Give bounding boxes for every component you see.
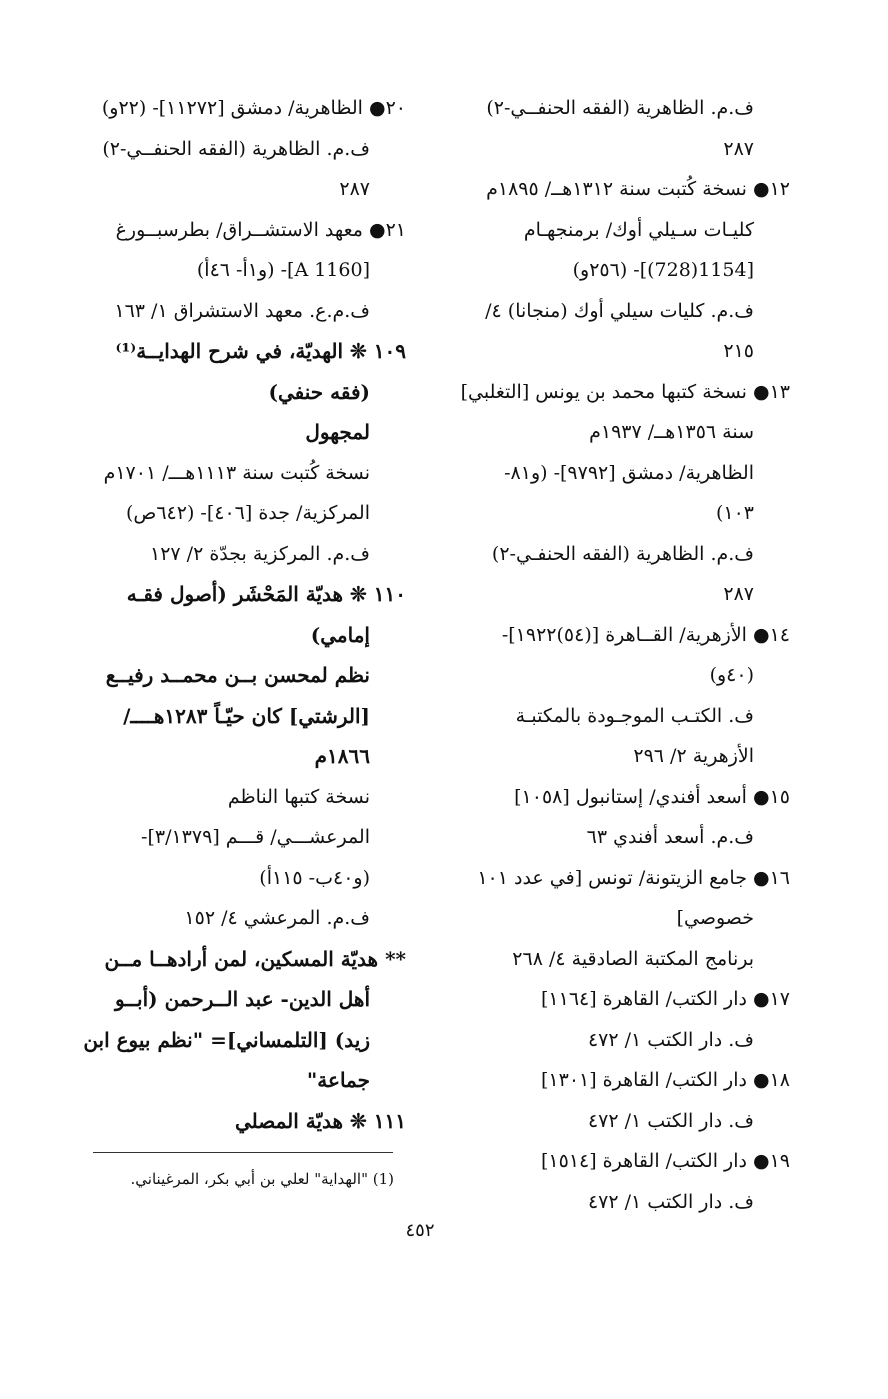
- text-line: (فقه حنفي): [268, 379, 370, 404]
- text-line: ١١٠ ❊ هديّة المَحْشَر (أصول فقـه: [126, 582, 406, 606]
- text-line: نظم لمحسن بــن محمــد رفيــع: [105, 663, 370, 687]
- text-line: المرعشـــي/ قـــم [٣/١٣٧٩]-: [141, 826, 370, 848]
- text-line: المركزية/ جدة [٤٠٦]- (٦٤٢ص): [125, 502, 370, 524]
- text-line: ١٢● نسخة كُتبت سنة ١٣١٢هــ/ ١٨٩٥م: [486, 178, 790, 200]
- text-line: ١٣● نسخة كتبها محمد بن يونس [التغلبي]: [460, 380, 790, 403]
- text-line: زيد) [التلمساني]= "نظم بيوع ابن: [83, 1027, 370, 1052]
- text-line: ١٦● جامع الزيتونة/ تونس [في عدد ١٠١: [477, 866, 790, 889]
- text-line: ف. دار الكتب ١/ ٤٧٢: [587, 1028, 754, 1051]
- text-line: ١٨٦٦م: [314, 744, 370, 768]
- text-line: ١٥● أسعد أفندي/ إستانبول [١٠٥٨]: [514, 785, 790, 808]
- text-line: [1154(728)]- (٢٥٦و): [572, 259, 754, 281]
- text-line: ١٨● دار الكتب/ القاهرة [١٣٠١]: [540, 1069, 790, 1091]
- text-line: ف. دار الكتب ١/ ٤٧٢: [587, 1190, 754, 1213]
- text-line: لمجهول: [305, 420, 370, 444]
- text-line: ١٧● دار الكتب/ القاهرة [١١٦٤]: [540, 988, 790, 1010]
- text-line: ٢٨٧: [723, 137, 754, 160]
- text-line: ١٠٣): [715, 502, 754, 524]
- text-line: نسخة كتبها الناظم: [227, 785, 370, 808]
- text-line: [A 1160]- (و١أ- ٤٦أ): [196, 259, 370, 281]
- footnote-rule: [93, 1152, 393, 1153]
- page-number: ٤٥٢: [405, 1220, 435, 1241]
- text-line: الظاهرية/ دمشق [٩٧٩٢]- (و٨١-: [504, 461, 754, 484]
- text-line: ف.م. المركزية بجدّة ٢/ ١٢٧: [150, 542, 370, 565]
- text-line: ف. دار الكتب ١/ ٤٧٢: [587, 1109, 754, 1132]
- footnote: (1) "الهداية" لعلي بن أبي بكر، المرغيناني.: [130, 1170, 394, 1188]
- text-line: الأزهرية ٢/ ٢٩٦: [633, 745, 754, 767]
- text-line: ف.م. الظاهرية (الفقه الحنفـي-٢): [491, 542, 754, 565]
- text-line: برنامج المكتبة الصادقية ٤/ ٢٦٨: [512, 947, 754, 970]
- text-line: خصوصي]: [676, 907, 754, 929]
- text-line: ٢٠● الظاهرية/ دمشق [١١٢٧٢]- (٢٢و): [101, 97, 406, 119]
- text-line: ٢٨٧: [723, 583, 754, 605]
- text-line: سنة ١٣٥٦هــ/ ١٩٣٧م: [589, 421, 754, 443]
- text-line: ف.م. أسعد أفندي ٦٣: [586, 826, 754, 848]
- text-line: ف.م.ع. معهد الاستشراق ١/ ١٦٣: [114, 299, 370, 322]
- text-line: ١١١ ❊ هديّة المصلي: [234, 1108, 406, 1133]
- text-line: ٢١٥: [723, 340, 754, 362]
- text-line: جماعة": [306, 1068, 370, 1092]
- text-line: كليـات سـيلي أوك/ برمنجهـام: [523, 218, 754, 241]
- text-line: نسخة كُتبت سنة ١١١٣هـــ/ ١٧٠١م: [103, 461, 370, 484]
- text-line: ف.م. كليات سيلي أوك (منجانا) ٤/: [485, 299, 754, 322]
- left-column: [60, 88, 406, 1141]
- text-line: ف.م. الظاهرية (الفقه الحنفــي-٢): [486, 97, 754, 119]
- text-line: ف. الكتـب الموجـودة بالمكتبـة: [515, 704, 754, 727]
- text-line: (٤٠و): [709, 664, 754, 686]
- text-line: إمامي): [310, 622, 370, 647]
- text-line: ١٩● دار الكتب/ القاهرة [١٥١٤]: [540, 1150, 790, 1172]
- text-line: ف.م. المرعشي ٤/ ١٥٢: [184, 907, 370, 929]
- text-line: ** هديّة المسكين، لمن أرادهــا مــن: [104, 946, 406, 971]
- text-line: ف.م. الظاهرية (الفقه الحنفــي-٢): [102, 137, 370, 160]
- text-line: ٢١● معهد الاستشــراق/ بطرسبــورغ: [115, 218, 406, 241]
- text-line: ٢٨٧: [339, 178, 370, 200]
- text-line: ١٤● الأزهرية/ القــاهرة [(٥٤)١٩٢٢]-: [501, 623, 790, 646]
- text-line: أهل الدين- عبد الــرحمن (أبــو: [115, 987, 370, 1011]
- text-line: [الرشتي] كان حيّـاً ١٢٨٣هــــ/: [123, 703, 370, 728]
- right-column: [448, 88, 790, 1222]
- text-line: ١٠٩ ❊ الهديّة، في شرح الهدايــة⁽¹⁾: [115, 339, 406, 363]
- text-line: (و٤٠ب- ١١٥أ): [259, 866, 370, 889]
